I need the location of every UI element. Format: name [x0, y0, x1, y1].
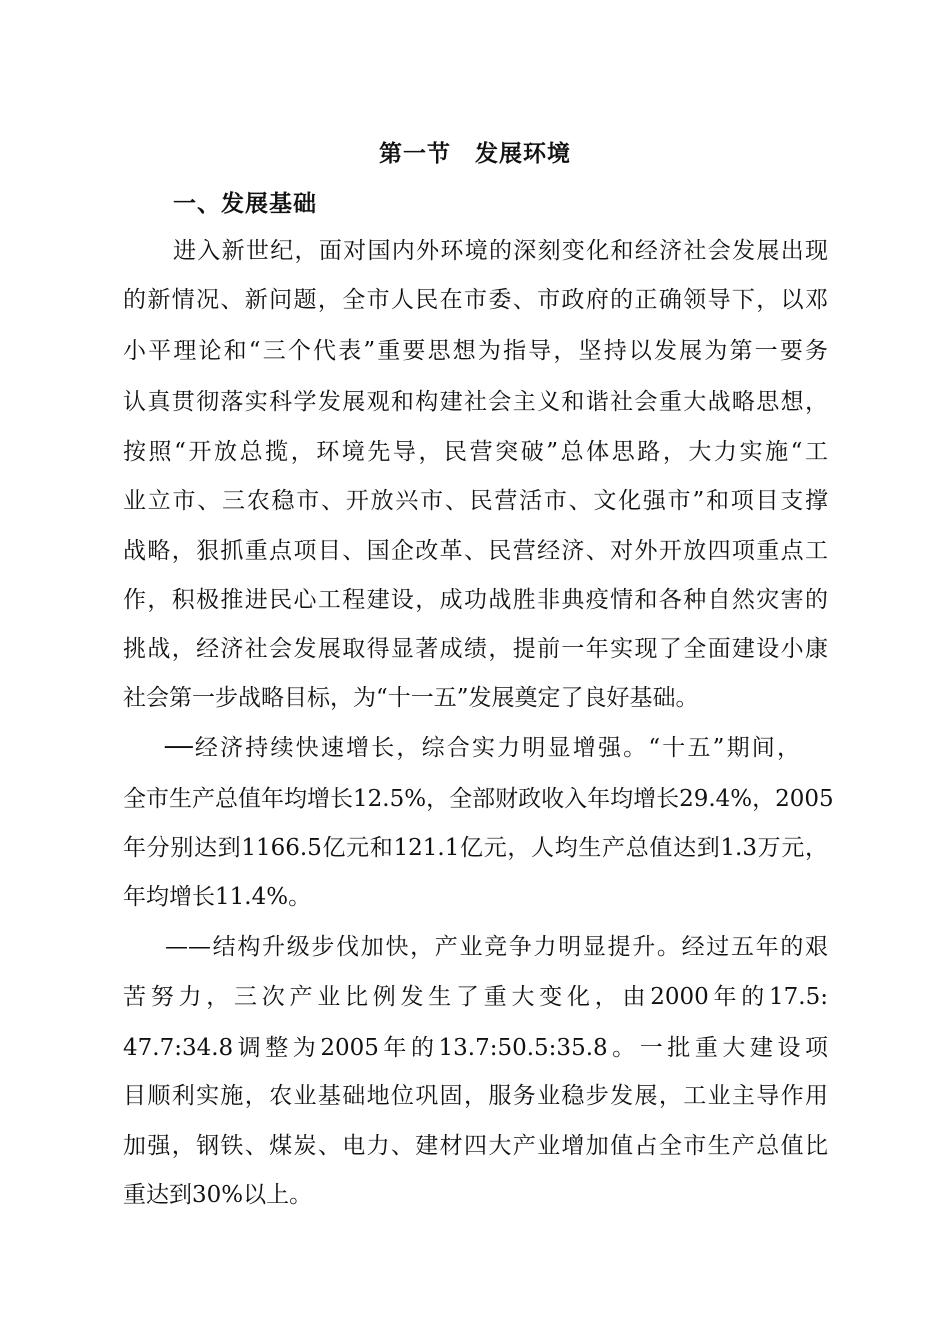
- paragraph-line: 社会第一步战略目标，为“十一五”发展奠定了良好基础。: [123, 685, 699, 711]
- paragraph-line: 小平理论和“三个代表”重要思想为指导，坚持以发展为第一要务: [123, 338, 828, 364]
- paragraph-line: 认真贯彻落实科学发展观和构建社会主义和谐社会重大战略思想，: [123, 389, 828, 415]
- paragraph-line: 目顺利实施，农业基础地位巩固，服务业稳步发展，工业主导作用: [123, 1083, 828, 1109]
- paragraph-line: 年均增长11.4%。: [123, 884, 312, 910]
- paragraph-line: ──经济持续快速增长，综合实力明显增强。“十五”期间，: [165, 735, 800, 761]
- paragraph-line: 作，积极推进民心工程建设，成功战胜非典疫情和各种自然灾害的: [123, 587, 828, 613]
- paragraph-line: 加强，钢铁、煤炭、电力、建材四大产业增加值占全市生产总值比: [123, 1133, 828, 1159]
- paragraph-line: 的新情况、新问题，全市人民在市委、市政府的正确领导下，以邓: [123, 287, 828, 313]
- subsection-heading: 一、发展基础: [173, 191, 317, 217]
- paragraph-line: 全市生产总值年均增长12.5%，全部财政收入年均增长29.4%，2005: [123, 786, 834, 812]
- paragraph-line: 业立市、三农稳市、开放兴市、民营活市、文化强市”和项目支撑: [123, 488, 828, 514]
- paragraph-line: ——结构升级步伐加快，产业竞争力明显提升。经过五年的艰: [165, 934, 828, 960]
- paragraph-line: 按照“开放总揽，环境先导，民营突破”总体思路，大力实施“工: [123, 439, 828, 465]
- paragraph-line: 进入新世纪，面对国内外环境的深刻变化和经济社会发展出现: [173, 238, 828, 264]
- paragraph-line: 年分别达到1166.5亿元和121.1亿元，人均生产总值达到1.3万元，: [123, 835, 828, 861]
- paragraph-line: 苦努力，三次产业比例发生了重大变化，由2000年的17.5:: [123, 984, 828, 1010]
- section-title: 第一节 发展环境: [379, 141, 571, 167]
- paragraph-line: 重达到30%以上。: [123, 1182, 313, 1208]
- paragraph-line: 挑战，经济社会发展取得显著成绩，提前一年实现了全面建设小康: [123, 636, 828, 662]
- paragraph-line: 战略，狠抓重点项目、国企改革、民营经济、对外开放四项重点工: [123, 538, 828, 564]
- paragraph-line: 47.7:34.8调整为2005年的13.7:50.5:35.8。一批重大建设项: [123, 1035, 828, 1061]
